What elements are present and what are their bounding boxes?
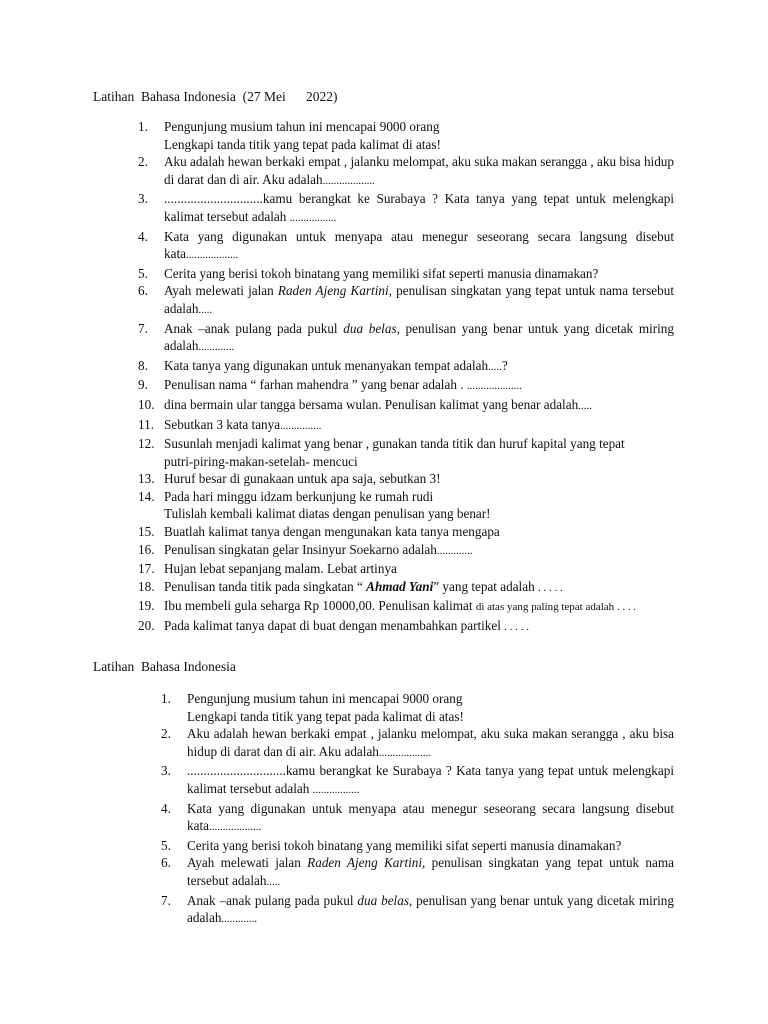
question-number: 1.: [138, 119, 148, 134]
question-text: Ayah melewati jalan: [164, 283, 278, 299]
answer-blank: ..............................: [187, 763, 286, 779]
question-item: [138, 488, 674, 523]
question-text: Pada kalimat tanya dapat di buat dengan menambahkan partikel: [164, 618, 505, 634]
question-number: 2.: [138, 154, 148, 170]
question-item: [161, 800, 674, 837]
question-text: Aku adalah hewan berkaki empat , jalanku melompat, aku suka makan serangga , aku bisa hidup di darat dan di air. Aku adalah: [187, 726, 674, 759]
question-number: 12.: [138, 436, 155, 452]
question-number: 5.: [161, 837, 171, 853]
question-item: [138, 541, 674, 561]
answer-blank: .............: [221, 913, 258, 926]
question-text: Buatlah kalimat tanya dengan mengunakan kata tanya mengapa: [164, 524, 500, 540]
question-number: 8.: [138, 357, 148, 373]
question-number: 3.: [138, 191, 148, 207]
question-number: 15.: [138, 524, 155, 540]
question-item: [138, 228, 674, 265]
question-item: [138, 320, 674, 357]
question-text: kamu berangkat ke Surabaya ? Kata tanya yang tepat untuk melengkapi kalimat tersebut adalah: [164, 191, 674, 224]
answer-blank: .....: [266, 875, 281, 888]
question-item: [138, 597, 674, 617]
question-item: [138, 118, 674, 153]
question-text: Hujan lebat sepanjang malam. Lebat artinya: [164, 561, 397, 577]
question-text: penulisan singkatan yang tepat untuk nama tersebut adalah: [164, 283, 674, 316]
question-text: ” yang tepat adalah: [433, 578, 538, 594]
question-text: Ibu membeli gula seharga Rp 10000,00. Penulisan kalimat: [164, 598, 476, 614]
answer-blank: . . . . .: [504, 621, 529, 634]
question-item: [138, 282, 674, 319]
question-item: [161, 762, 674, 799]
question-item: [138, 435, 674, 470]
question-number: 3.: [161, 763, 171, 779]
question-text: Anak –anak pulang pada pukul: [164, 320, 344, 336]
question-text: Pengunjung musium tahun ini mencapai 9000 orang: [164, 119, 440, 134]
question-number: 16.: [138, 541, 155, 557]
question-text: Cerita yang berisi tokoh binatang yang memiliki sifat seperti manusia dinamakan?: [187, 837, 622, 853]
question-text: Anak –anak pulang pada pukul: [187, 892, 358, 908]
question-text: dina bermain ular tangga bersama wulan. Penulisan kalimat yang benar adalah: [164, 396, 579, 412]
question-number: 17.: [138, 561, 155, 577]
question-text: Susunlah menjadi kalimat yang benar , gunakan tanda titik dan huruf kapital yang tepat: [164, 436, 625, 452]
question-text: Kata yang digunakan untuk menyapa atau menegur seseorang secara langsung disebut kata: [187, 800, 674, 834]
question-number: 4.: [161, 800, 171, 816]
question-item: [161, 854, 674, 891]
answer-blank: ...................: [322, 174, 375, 187]
question-item: [161, 725, 674, 762]
question-number: 6.: [161, 855, 171, 871]
question-number: 7.: [138, 320, 148, 336]
question-item: [138, 265, 674, 283]
question-text: Aku adalah hewan berkaki empat , jalanku melompat, aku suka makan serangga , aku bisa hidup di darat dan di air. Aku adalah: [164, 154, 674, 187]
question-text: Sebutkan 3 kata tanya: [164, 416, 281, 432]
question-item: [138, 376, 674, 396]
question-item: [138, 190, 674, 227]
question-text: Huruf besar di gunakaan untuk apa saja, sebutkan 3!: [164, 471, 441, 487]
question-number: 11.: [138, 416, 154, 432]
question-number: 1.: [161, 691, 171, 706]
answer-blank: ..............................: [164, 191, 263, 207]
answer-blank: .................: [312, 783, 360, 796]
question-text: , penulisan yang benar untuk yang dicetak miring adalah: [164, 320, 674, 354]
question-text: Kata tanya yang digunakan untuk menanyakan tempat adalah: [164, 357, 489, 373]
question-number: 4.: [138, 228, 148, 244]
question-text: Penulisan singkatan gelar Insinyur Soekarno adalah: [164, 541, 437, 557]
answer-blank: ...................: [185, 249, 239, 262]
question-continuation: putri-piring-makan-setelah- mencuci: [164, 453, 358, 469]
question-continuation: Lengkapi tanda titik yang tepat pada kalimat di atas!: [164, 136, 441, 152]
question-number: 10.: [138, 396, 155, 412]
section2-title: Latihan Bahasa Indonesia: [93, 659, 236, 674]
italic-text: Raden Ajeng Kartini,: [277, 283, 392, 299]
answer-blank: . . . . .: [537, 581, 563, 594]
question-text: Pada hari minggu idzam berkunjung ke rumah rudi: [164, 488, 434, 504]
answer-blank: .....: [488, 360, 502, 373]
question-continuation: Tulislah kembali kalimat diatas dengan penulisan yang benar!: [164, 506, 491, 522]
question-item: [138, 396, 674, 416]
answer-blank: .............: [198, 341, 235, 354]
question-text: ?: [501, 357, 508, 373]
question-item: [138, 617, 674, 637]
small-text: di atas yang paling tepat adalah . . . .: [475, 601, 637, 614]
question-text: Cerita yang berisi tokoh binatang yang memiliki sifat seperti manusia dinamakan?: [164, 265, 599, 281]
question-item: [138, 470, 674, 488]
question-item: [161, 892, 674, 929]
italic-text: Raden Ajeng Kartini,: [307, 855, 426, 871]
question-item: [138, 153, 674, 190]
question-number: 9.: [138, 377, 148, 393]
answer-blank: .....: [578, 399, 592, 412]
question-number: 2.: [161, 726, 171, 742]
question-number: 6.: [138, 283, 148, 299]
question-number: 13.: [138, 471, 155, 487]
answer-blank: ...................: [208, 821, 262, 834]
bold-italic-text: Ahmad Yani: [366, 578, 434, 594]
question-number: 19.: [138, 598, 155, 614]
question-number: 14.: [138, 488, 155, 504]
question-text: Ayah melewati jalan: [187, 855, 308, 871]
answer-blank: ...............: [280, 419, 322, 432]
question-item: [161, 690, 674, 725]
answer-blank: ....................: [466, 380, 522, 393]
question-item: [138, 357, 674, 377]
section1-title: Latihan Bahasa Indonesia (27 Mei 2022): [93, 89, 338, 104]
question-item: [138, 523, 674, 541]
question-list-2: [161, 690, 674, 929]
question-item: [138, 416, 674, 436]
question-text: , penulisan yang benar untuk yang dicetak miring adalah: [187, 892, 674, 926]
question-text: Kata yang digunakan untuk menyapa atau menegur seseorang secara langsung disebut kata: [164, 228, 674, 262]
answer-blank: .................: [289, 211, 337, 224]
question-item: [161, 837, 674, 855]
answer-blank: .............: [436, 544, 473, 557]
answer-blank: ...................: [378, 746, 432, 759]
question-continuation: Lengkapi tanda titik yang tepat pada kalimat di atas!: [187, 708, 464, 724]
question-number: 5.: [138, 265, 148, 281]
question-item: [138, 560, 674, 578]
question-text: Penulisan tanda titik pada singkatan “: [164, 578, 367, 594]
question-list-1: [138, 118, 674, 637]
question-item: [138, 578, 674, 598]
question-number: 20.: [138, 618, 155, 634]
answer-blank: .....: [198, 303, 213, 316]
question-number: 18.: [138, 578, 155, 594]
italic-text: dua belas: [343, 320, 397, 336]
italic-text: dua belas: [357, 892, 409, 908]
question-number: 7.: [161, 892, 171, 908]
question-text: Penulisan nama “ farhan mahendra ” yang benar adalah .: [164, 377, 467, 393]
question-text: Pengunjung musium tahun ini mencapai 9000 orang: [187, 691, 463, 706]
question-text: kamu berangkat ke Surabaya ? Kata tanya yang tepat untuk melengkapi kalimat tersebut adalah: [187, 763, 674, 796]
question-text: penulisan singkatan yang tepat untuk nama tersebut adalah: [187, 855, 674, 888]
